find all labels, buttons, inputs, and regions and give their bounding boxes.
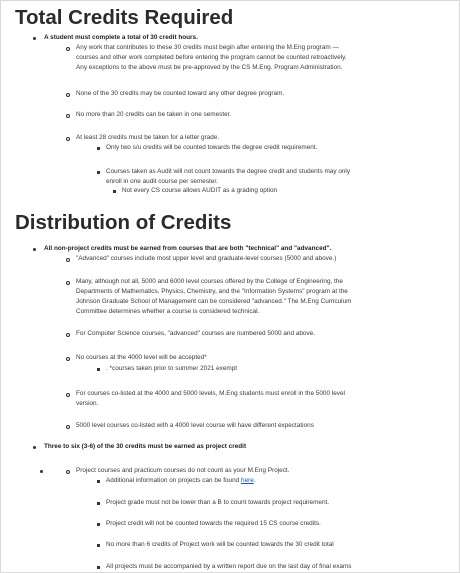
rule-text: All projects must be accompanied by a written report due on the last day of final exams — [106, 563, 352, 570]
heading-distribution: Distribution of Credits — [15, 211, 232, 234]
rule-text: For courses co-listed at the 4000 and 5000 levels, M.Eng students must enroll in the 5000 level — [76, 390, 345, 397]
bullet-square — [97, 480, 100, 483]
rule-text: None of the 30 credits may be counted toward any other degree program. — [76, 90, 285, 97]
rule-text: Departments of Mathematics, Physics, Chemistry, and the "Information Systems" program at the — [76, 288, 348, 295]
bullet-circle — [66, 281, 70, 285]
rule-text: Johnson Graduate School of Management can be considered "advanced." The M.Eng Curriculum — [76, 298, 352, 305]
bullet-dot — [40, 470, 43, 473]
heading-total-credits: Total Credits Required — [15, 6, 234, 29]
rule-text: Not every CS course allows AUDIT as a grading option — [122, 187, 278, 194]
bullet-square — [97, 147, 100, 150]
rule-text — [106, 476, 256, 486]
bullet-dot — [33, 446, 36, 449]
lead-total-credits: A student must complete a total of 30 credit hours. — [44, 34, 198, 41]
rule-text: No more than 6 credits of Project work will be counted towards the 30 credit total — [106, 541, 334, 548]
bullet-square — [97, 566, 100, 569]
project-info-text: Additional information on projects can be found — [106, 477, 240, 484]
rule-text: version. — [76, 400, 99, 407]
rule-text: No more than 20 credits can be taken in one semester. — [76, 111, 232, 118]
bullet-circle — [66, 470, 70, 474]
rule-text: courses and other work completed before entering the program cannot be counted retroactively. — [76, 54, 347, 61]
lead-distribution: All non-project credits must be earned from courses that are both "technical" and "advanced". — [44, 245, 332, 252]
bullet-circle — [66, 393, 70, 397]
rule-text: Only two s/u credits will be counted towards the degree credit requirement. — [106, 144, 318, 151]
bullet-circle — [66, 425, 70, 429]
bullet-dot — [33, 37, 36, 40]
rule-text: "Advanced" courses include most upper level and graduate-level courses (5000 and above.) — [76, 255, 337, 262]
rule-text: For Computer Science courses, "advanced" courses are numbered 5000 and above. — [76, 330, 315, 337]
rule-text: Project credit will not be counted towards the required 15 CS course credits. — [106, 520, 321, 527]
rule-text: At least 28 credits must be taken for a letter grade. — [76, 134, 220, 141]
rule-text: Any exceptions to the above must be pre-approved by the CS M.Eng. Program Administration. — [76, 64, 343, 71]
link-period: . — [253, 477, 256, 484]
rule-text: No courses at the 4000 level will be accepted* — [76, 354, 207, 361]
rule-text: Project courses and practicum courses do not count as your M.Eng Project. — [76, 467, 290, 474]
bullet-circle — [66, 47, 70, 51]
bullet-circle — [66, 357, 70, 361]
bullet-circle — [66, 114, 70, 118]
rule-text: enroll in one audit course per semester. — [106, 178, 218, 185]
rule-text: 5000 level courses co-listed with a 4000 level course will have different expectations — [76, 422, 314, 429]
rule-text: Courses taken as Audit will not count towards the degree credit and students may only — [106, 168, 351, 175]
bullet-square — [113, 190, 116, 193]
bullet-dot — [33, 248, 36, 251]
bullet-square — [97, 523, 100, 526]
bullet-square — [97, 171, 100, 174]
rule-text: Committee determines whether a course is considered technical. — [76, 308, 260, 315]
bullet-square — [97, 544, 100, 547]
rule-text: Many, although not all, 5000 and 6000 level courses offered by the College of Engineering, the — [76, 278, 343, 285]
rule-text: Any work that contributes to these 30 credits must begin after entering the M.Eng program — — [76, 44, 339, 51]
rule-text: . *courses taken prior to summer 2021 exempt — [106, 365, 238, 372]
bullet-circle — [66, 137, 70, 141]
lead-project-credit: Three to six (3-6) of the 30 credits must be earned as project credit — [44, 443, 247, 450]
bullet-circle — [66, 333, 70, 337]
bullet-square — [97, 368, 100, 371]
projects-info-link[interactable]: here — [241, 477, 254, 484]
bullet-circle — [66, 93, 70, 97]
bullet-square — [97, 502, 100, 505]
rule-text: Project grade must not be lower than a B to count towards project requirement. — [106, 499, 330, 506]
bullet-circle — [66, 258, 70, 262]
